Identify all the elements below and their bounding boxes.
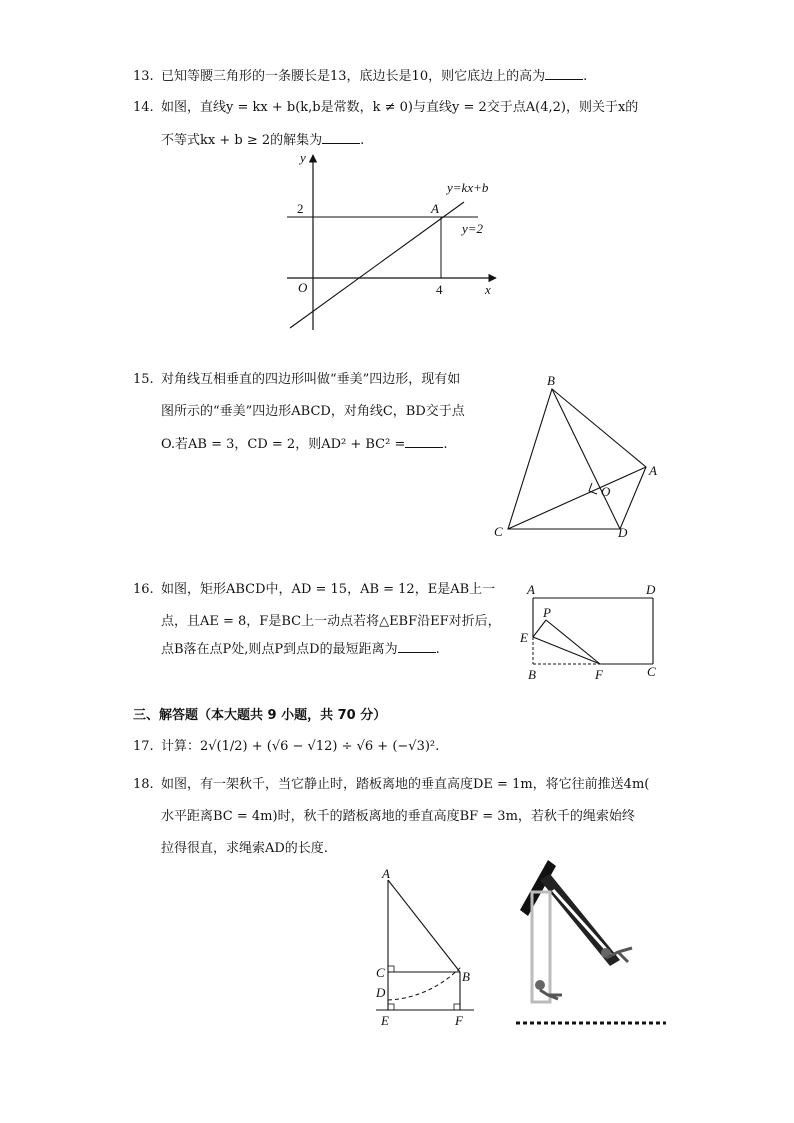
label-p: P	[543, 605, 551, 620]
question-17-text: 计算：2√(1/2) + (√6 − √12) ÷ √6 + (−√3)².	[161, 739, 440, 754]
label-f: F	[455, 1013, 463, 1028]
question-16-line3: 点B落在点P处,则点P到点D的最短距离为	[161, 642, 398, 657]
question-16-number: 16.	[133, 582, 154, 597]
question-16-line1: 如图，矩形ABCD中，AD = 15，AB = 12，E是AB上一	[161, 582, 496, 597]
question-18-line1: 如图，有一架秋千，当它静止时，踏板离地的垂直高度DE = 1m，将它往前推送4m(	[161, 777, 650, 792]
label-c: C	[494, 524, 503, 539]
label-c: C	[647, 664, 656, 679]
question-16-line2: 点，且AE = 8，F是BC上一动点若将△EBF沿EF对折后，	[161, 614, 501, 629]
label-b: B	[462, 969, 470, 984]
label-e: E	[381, 1013, 389, 1028]
question-14-line2: 不等式kx + b ≥ 2的解集为	[161, 133, 323, 148]
label-point-a: A	[431, 201, 439, 216]
question-14-number: 14.	[133, 100, 154, 115]
question-18-line3: 拉得很直，求绳索AD的长度.	[161, 841, 328, 856]
question-13-number: 13.	[133, 69, 154, 84]
label-d: D	[376, 985, 386, 1000]
label-y: y	[300, 150, 306, 165]
question-13-text: 已知等腰三角形的一条腰长是13，底边长是10，则它底边上的高为	[161, 69, 546, 84]
label-f: F	[595, 667, 603, 682]
label-e: E	[520, 630, 528, 645]
label-o: O	[601, 484, 611, 499]
question-18-line2: 水平距离BC = 4m)时，秋千的踏板离地的垂直高度BF = 3m，若秋千的绳索始终	[161, 809, 635, 824]
swinger-rest-head-icon	[535, 980, 545, 990]
label-d: D	[618, 525, 628, 540]
label-2: 2	[297, 201, 304, 216]
label-d: D	[646, 582, 656, 597]
question-15-end: .	[443, 437, 448, 452]
label-line-2: y=2	[462, 221, 484, 236]
label-b: B	[528, 667, 536, 682]
question-18-number: 18.	[133, 777, 154, 792]
section-3-heading: 三、解答题（本大题共 9 小题，共 70 分）	[133, 708, 387, 723]
question-17-number: 17.	[133, 739, 154, 754]
question-15-line1: 对角线互相垂直的四边形叫做“垂美”四边形，现有如	[161, 372, 461, 387]
label-a: A	[382, 866, 390, 881]
label-line-1: y=kx+b	[447, 180, 489, 195]
question-15-number: 15.	[133, 372, 154, 387]
label-x: x	[485, 282, 491, 297]
question-15-line3: O.若AB = 3，CD = 2，则AD² + BC² =	[161, 437, 406, 452]
question-14-end: .	[360, 133, 365, 148]
label-a: A	[527, 582, 535, 597]
swing-rope-inner	[553, 890, 612, 956]
question-15-line2: 图所示的“垂美”四边形ABCD，对角线C，BD交于点	[161, 404, 465, 419]
label-b: B	[547, 373, 555, 388]
label-4: 4	[436, 282, 443, 297]
label-origin: O	[298, 280, 308, 295]
label-c: C	[376, 965, 385, 980]
question-14-line1: 如图，直线y = kx + b(k,b是常数，k ≠ 0)与直线y = 2交于点A(4,2)，则关于x的	[161, 100, 639, 115]
question-13-end: .	[583, 69, 588, 84]
question-16-end: .	[435, 642, 440, 657]
label-a: A	[649, 463, 657, 478]
